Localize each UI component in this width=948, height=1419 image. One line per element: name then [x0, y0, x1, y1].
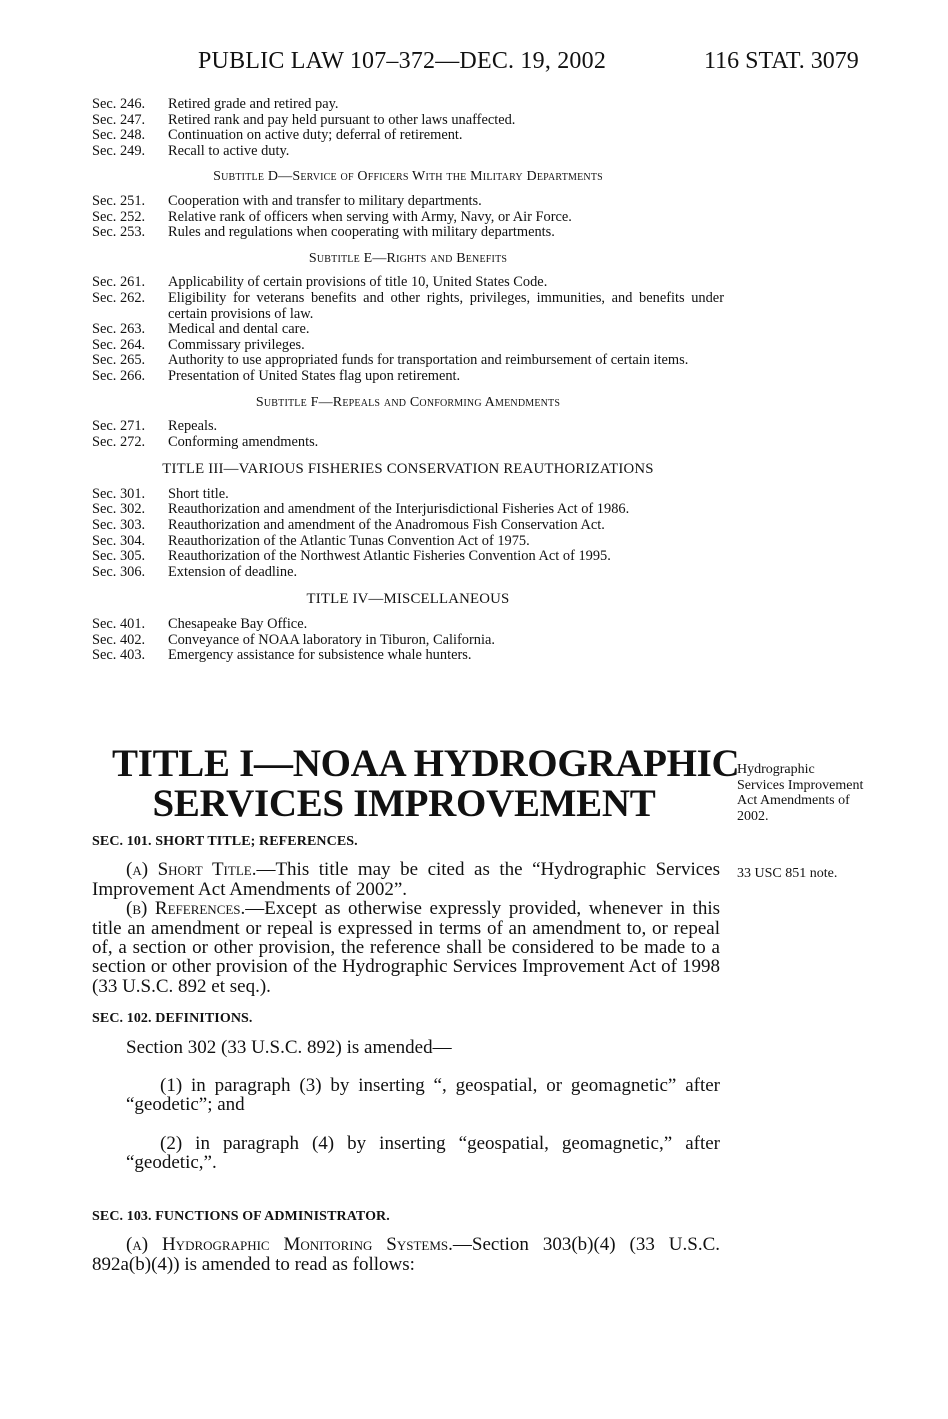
toc-subtitle-f: Subtitle F—Repeals and Conforming Amendments	[255, 394, 561, 410]
toc-entry-number: Sec. 304.	[92, 532, 146, 549]
toc-entry-number: Sec. 305.	[92, 548, 146, 565]
toc-entry	[92, 502, 724, 518]
sec-103-a-heading: (a) Hydrographic Monitoring Systems.	[126, 1234, 453, 1256]
toc-entry-number: Sec. 261.	[92, 274, 146, 291]
sec-101-a-text: —This title may be cited as the “Hydrographic Services Improvement Act Amendments of 2002”.	[92, 859, 720, 900]
sec-101-a-paragraph	[92, 860, 720, 899]
toc-entry-number: Sec. 306.	[92, 563, 146, 580]
sec-102-item-2: (2) in paragraph (4) by inserting “geospatial, geomagnetic,” after “geodetic,”.	[126, 1132, 720, 1174]
toc-entry	[92, 565, 724, 581]
toc-entry-title: Recall to active duty.	[168, 142, 290, 159]
toc-entry-number: Sec. 251.	[92, 192, 146, 209]
toc-entry	[92, 275, 724, 291]
toc-group-e	[92, 275, 724, 384]
statute-body	[92, 832, 720, 1274]
toc-entry-title: Conforming amendments.	[168, 433, 319, 450]
toc-entry	[92, 194, 724, 210]
sec-101-a-heading: (a) Short Title.	[126, 859, 257, 881]
sec-101-b-heading: (b) References.	[126, 898, 246, 920]
sec-102-heading: SEC. 102. DEFINITIONS.	[92, 1011, 253, 1027]
toc-entry	[92, 518, 724, 534]
toc-entry	[92, 97, 724, 113]
toc-entry-title: Emergency assistance for subsistence whale hunters.	[168, 647, 472, 664]
sec-103-a-text: —Section 303(b)(4) (33 U.S.C. 892a(b)(4)) is amended to read as follows:	[92, 1234, 721, 1275]
toc-entry-title: Rules and regulations when cooperating with military departments.	[168, 224, 555, 241]
toc-entry	[92, 338, 724, 354]
toc-entry-title: Chesapeake Bay Office.	[168, 616, 308, 633]
toc-entry-title: Cooperation with and transfer to military departments.	[168, 192, 482, 209]
running-head-title: PUBLIC LAW 107–372—DEC. 19, 2002	[198, 48, 607, 74]
toc-entry-number: Sec. 272.	[92, 433, 146, 450]
toc-entry-number: Sec. 402.	[92, 631, 146, 648]
toc-entry	[92, 210, 724, 226]
sec-101-b-paragraph	[92, 899, 720, 996]
toc-entry-title: Reauthorization of the Atlantic Tunas Convention Act of 1975.	[168, 532, 530, 549]
toc-entry-title: Conveyance of NOAA laboratory in Tiburon, California.	[168, 631, 495, 648]
toc-entry	[92, 144, 724, 160]
toc-entry-title: Commissary privileges.	[168, 336, 305, 353]
toc-entry-title: Retired rank and pay held pursuant to other laws unaffected.	[168, 111, 516, 128]
toc-entry-title: Reauthorization and amendment of the Anadromous Fish Conservation Act.	[168, 517, 605, 534]
toc-entry	[92, 369, 724, 385]
toc-entry	[92, 487, 724, 503]
toc-entry-number: Sec. 303.	[92, 517, 146, 534]
toc-entry-number: Sec. 264.	[92, 336, 146, 353]
sec-103-a-paragraph	[92, 1235, 720, 1274]
toc-entry-number: Sec. 253.	[92, 224, 146, 241]
toc-group-iv	[92, 617, 724, 664]
toc-entry	[92, 322, 724, 338]
toc-subtitle-e: Subtitle E—Rights and Benefits	[308, 250, 508, 266]
toc-group-iii	[92, 487, 724, 581]
sec-102-intro: Section 302 (33 U.S.C. 892) is amended—	[126, 1036, 452, 1058]
toc-entry-title: Reauthorization of the Northwest Atlantic Fisheries Convention Act of 1995.	[168, 548, 611, 565]
toc-entry-number: Sec. 403.	[92, 647, 146, 664]
toc-entry-title: Relative rank of officers when serving with Army, Navy, or Air Force.	[168, 208, 572, 225]
toc-entry	[92, 435, 724, 451]
toc-entry-number: Sec. 263.	[92, 321, 146, 338]
sec-102-item-1: (1) in paragraph (3) by inserting “, geospatial, or geomagnetic” after “geodetic”; and	[126, 1075, 720, 1116]
toc-entry-number: Sec. 249.	[92, 142, 146, 159]
toc-title-iii: TITLE III—VARIOUS FISHERIES CONSERVATION REAUTHORIZATIONS	[162, 461, 654, 478]
toc-entry-number: Sec. 271.	[92, 418, 146, 435]
title-i-line-2: SERVICES IMPROVEMENT	[152, 782, 656, 825]
sec-103-heading: SEC. 103. FUNCTIONS OF ADMINISTRATOR.	[92, 1208, 390, 1224]
toc-entry	[92, 633, 724, 649]
toc-subtitle-d: Subtitle D—Service of Officers With the Military Departments	[213, 169, 603, 185]
toc-group-f	[92, 419, 724, 450]
toc-entry-number: Sec. 246.	[92, 96, 146, 112]
toc-entry-title: Short title.	[168, 485, 229, 502]
toc-entry-title: Authority to use appropriated funds for transportation and reimbursement of certain items.	[168, 352, 689, 369]
toc-entry-title: Applicability of certain provisions of title 10, United States Code.	[168, 274, 548, 291]
title-i-heading	[112, 742, 740, 825]
toc-entry	[92, 534, 724, 550]
toc-entry-number: Sec. 247.	[92, 111, 146, 128]
toc-group-a	[92, 97, 724, 159]
toc-entry-title: Presentation of United States flag upon retirement.	[168, 367, 461, 384]
toc-entry	[92, 113, 724, 129]
toc-entry	[92, 353, 724, 369]
toc-group-d	[92, 194, 724, 241]
toc-entry-title: Extension of deadline.	[168, 563, 298, 580]
toc-title-iv: TITLE IV—MISCELLANEOUS	[306, 591, 510, 608]
toc-entry-number: Sec. 248.	[92, 127, 146, 144]
toc-entry-number: Sec. 265.	[92, 352, 146, 369]
margin-note-short-title: Hydrographic Services Improvement Act Amendments of 2002.	[737, 762, 864, 824]
toc-entry-number: Sec. 262.	[92, 289, 146, 306]
sec-101-b-text: —Except as otherwise expressly provided, whenever in this title an amendment or repeal is expressed in terms of an amendment to, or repeal of, a section or other provision, the reference shall be considered to be made to a section or other provision of the Hydrographic Services Improvement Act of 1998 (33 U.S.C. 892 et seq.).	[92, 898, 720, 997]
toc-entry-title: Reauthorization and amendment of the Interjurisdictional Fisheries Act of 1986.	[168, 501, 630, 518]
margin-note-usc-citation: 33 USC 851 note.	[737, 866, 838, 881]
toc-entry-number: Sec. 301.	[92, 485, 146, 502]
toc-entry-title: Retired grade and retired pay.	[168, 96, 339, 112]
toc-entry-title: Eligibility for veterans benefits and other rights, privileges, immunities, and benefits under certain provisions of law.	[168, 289, 724, 322]
toc-entry-number: Sec. 252.	[92, 208, 146, 225]
toc-entry	[92, 225, 724, 241]
toc-entry	[92, 419, 724, 435]
toc-entry-title: Medical and dental care.	[168, 321, 310, 338]
toc-entry-number: Sec. 266.	[92, 367, 146, 384]
toc-entry-title: Repeals.	[168, 418, 218, 435]
toc-entry	[92, 549, 724, 565]
toc-entry-number: Sec. 302.	[92, 501, 146, 518]
sec-101-heading: SEC. 101. SHORT TITLE; REFERENCES.	[92, 834, 358, 849]
running-head-stat-page: 116 STAT. 3079	[704, 48, 859, 74]
toc-entry	[92, 648, 724, 664]
toc-entry-title: Continuation on active duty; deferral of retirement.	[168, 127, 463, 144]
toc-entry	[92, 291, 724, 322]
toc-entry-number: Sec. 401.	[92, 616, 146, 633]
toc-entry	[92, 128, 724, 144]
table-of-contents	[92, 97, 724, 664]
toc-entry	[92, 617, 724, 633]
title-i-line-1: TITLE I—NOAA HYDROGRAPHIC	[112, 742, 740, 785]
